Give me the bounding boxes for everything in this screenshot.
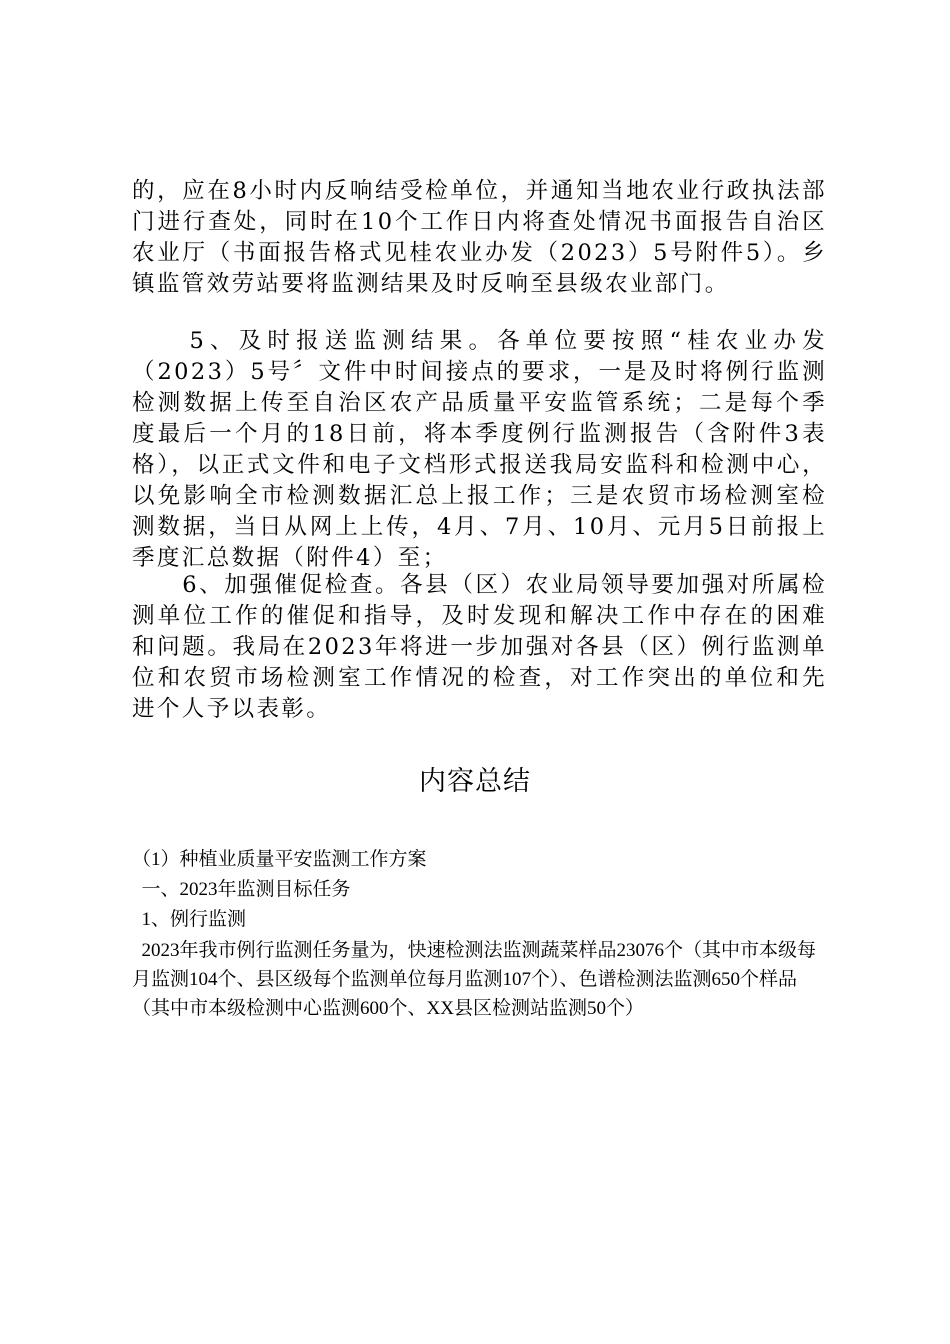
summary-line-target: 一、2023年监测目标任务	[132, 879, 351, 900]
summary-title: 内容总结	[419, 766, 531, 797]
paragraph-report-results: 的，应在8小时内反响结受检单位，并通知当地农业行政执法部门进行查处，同时在10个工作日内将查处情况书面报告自治区农业厅（书面报告格式见桂农业办发（2023）5号附件5）。乡镇监管效劳站要将监测结果及时反响至县级农业部门。	[132, 178, 827, 297]
summary-line-detail: 2023年我市例行监测任务量为，快速检测法监测蔬菜样品23076个（其中市本级每月监测104个、县区级每个监测单位每月监测107个）、色谱检测法监测650个样品（其中市本级检测中心监测600个、XX县区检测站监测50个）	[132, 940, 817, 1019]
summary-line-plan: （1）种植业质量平安监测工作方案	[132, 849, 427, 870]
paragraph-submit-results: 5、及时报送监测结果。各单位要按照“桂农业办发（2023）5号〞文件中时间接点的要求，一是及时将例行监测检测数据上传至自治区农产品质量平安监管系统；二是每个季度最后一个月的18日前，将本季度例行监测报告（含附件3表格），以正式文件和电子文档形式报送我局安监科和检测中心，以免影响全市检测数据汇总上报工作；三是农贸市场检测室检测数据，当日从网上上传，4月、7月、10月、元月5日前报上季度汇总数据（附件4）至；	[132, 328, 827, 571]
paragraph-supervision: 6、加强催促检查。各县（区）农业局领导要加强对所属检测单位工作的催促和指导，及时发现和解决工作中存在的困难和问题。我局在2023年将进一步加强对各县（区）例行监测单位和农贸市场检测室工作情况的检查，对工作突出的单位和先进个人予以表彰。	[132, 572, 827, 722]
summary-line-routine: 1、例行监测	[132, 909, 247, 930]
